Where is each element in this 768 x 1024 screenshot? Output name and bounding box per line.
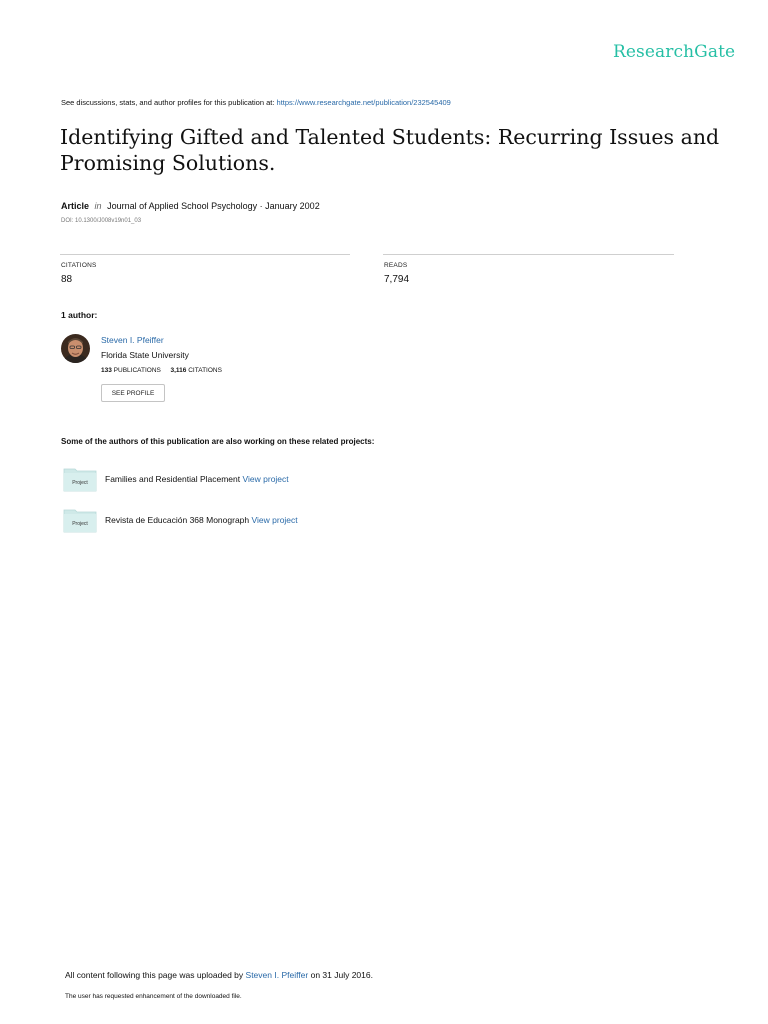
author-photo xyxy=(61,334,90,363)
author-avatar[interactable] xyxy=(61,334,90,363)
uploaded-notice xyxy=(65,970,373,980)
citations-divider xyxy=(60,254,350,255)
author-citations-count: 3,116 xyxy=(170,367,187,374)
project-name: Revista de Educación 368 Monograph xyxy=(105,515,250,525)
article-venue: Journal of Applied School Psychology · January 2002 xyxy=(107,201,320,211)
project-icon-label: Project xyxy=(72,521,88,527)
article-in: in xyxy=(94,201,102,211)
researchgate-logo[interactable]: ResearchGate xyxy=(613,42,736,62)
citations-label: CITATIONS xyxy=(61,262,97,269)
project-folder-icon xyxy=(63,466,97,492)
reads-value: 7,794 xyxy=(384,274,410,285)
project-icon-label: Project xyxy=(72,480,88,486)
author-name-link[interactable]: Steven I. Pfeiffer xyxy=(101,335,164,345)
uploaded-suffix: on 31 July 2016. xyxy=(310,970,373,980)
related-project-item xyxy=(105,474,289,484)
author-institution: Florida State University xyxy=(101,350,189,360)
publication-url-prefix: See discussions, stats, and author profiles for this publication at: xyxy=(61,98,275,107)
reads-divider xyxy=(383,254,674,255)
citations-value: 88 xyxy=(61,274,73,285)
publication-title: Identifying Gifted and Talented Students: Recurring Issues and Promising Solutions. xyxy=(60,125,720,175)
related-projects-heading: Some of the authors of this publication are also working on these related projects: xyxy=(61,437,375,446)
view-project-link[interactable]: View project xyxy=(242,474,289,484)
author-publications-label: PUBLICATIONS xyxy=(113,367,161,374)
view-project-link[interactable]: View project xyxy=(251,515,298,525)
article-doi: DOI: 10.1300/J008v19n01_03 xyxy=(61,218,142,224)
see-profile-button[interactable]: SEE PROFILE xyxy=(101,384,165,402)
project-folder-icon xyxy=(63,507,97,533)
related-project-item xyxy=(105,515,298,525)
author-publications-count: 133 xyxy=(101,367,112,374)
reads-label: READS xyxy=(384,262,408,269)
author-stats xyxy=(101,367,222,374)
uploader-link[interactable]: Steven I. Pfeiffer xyxy=(245,970,309,980)
publication-url-line xyxy=(61,98,451,107)
authors-heading: 1 author: xyxy=(61,310,98,320)
enhancement-notice: The user has requested enhancement of the downloaded file. xyxy=(65,993,242,1000)
uploaded-prefix: All content following this page was uploaded by xyxy=(65,970,244,980)
project-name: Families and Residential Placement xyxy=(105,474,241,484)
publication-url-link[interactable]: https://www.researchgate.net/publication/232545409 xyxy=(276,98,451,107)
article-type: Article xyxy=(61,201,90,211)
author-citations-label: CITATIONS xyxy=(188,367,222,374)
article-meta xyxy=(61,201,320,211)
